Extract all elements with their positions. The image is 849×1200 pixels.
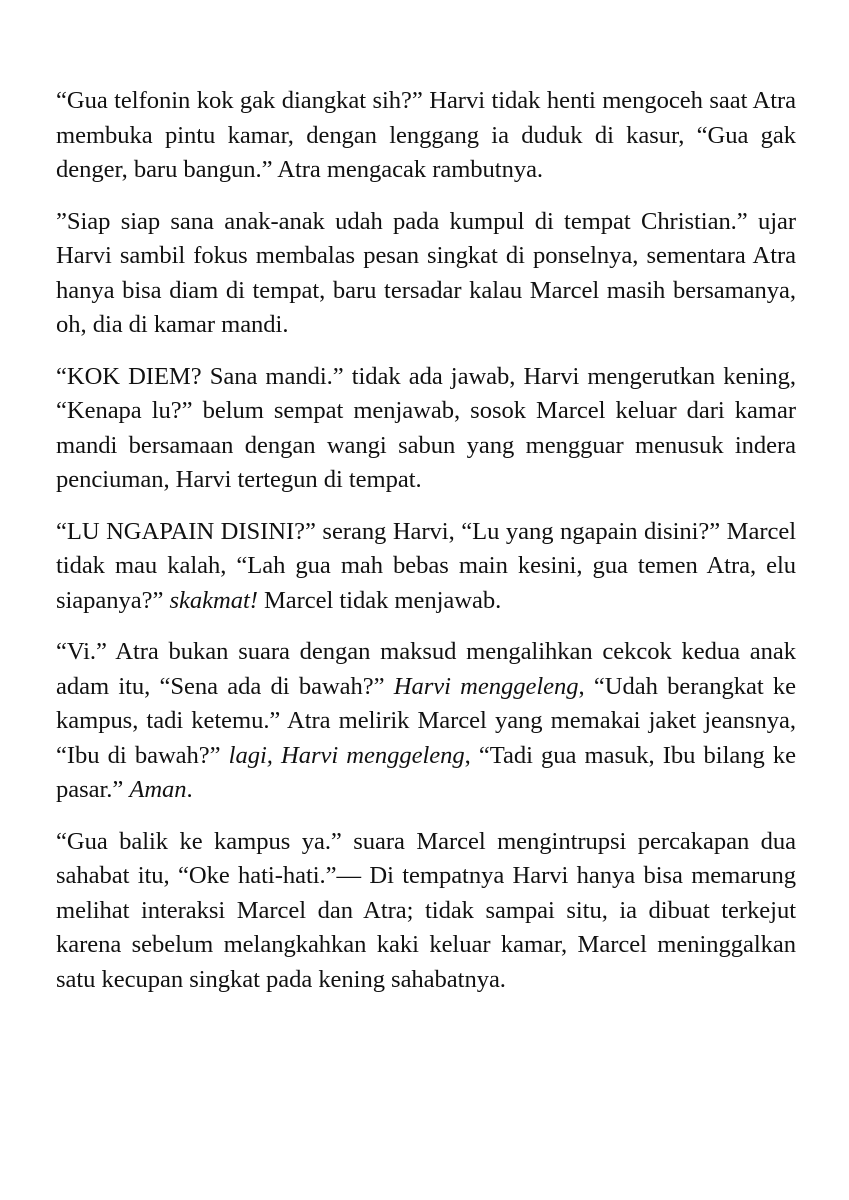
paragraph-text: . [186, 776, 193, 803]
paragraph-3 [56, 360, 796, 498]
paragraph-text: “LU NGAPAIN DISINI?” serang Harvi, “Lu yang ngapain disini?” Marcel tidak mau kalah, “Lah gua mah bebas main kesini, gua temen Atra, elu siapanya?” [56, 517, 796, 614]
paragraph-text: “Gua telfonin kok gak diangkat sih?” Harvi tidak henti mengoceh saat Atra membuka pintu kamar, dengan lenggang ia duduk di kasur, “Gua gak denger, baru bangun.” Atra mengacak rambutnya. [56, 87, 796, 183]
paragraph-text: , “Tadi gua masuk, Ibu bilang ke pasar.” [56, 741, 797, 803]
paragraph-6 [56, 825, 796, 998]
paragraph-text: “Vi.” Atra bukan suara dengan maksud mengalihkan cekcok kedua anak adam itu, “Sena ada di bawah?” [56, 638, 796, 700]
paragraph-text: “KOK DIEM? Sana mandi.” tidak ada jawab, Harvi mengerutkan kening, “Kenapa lu?” belum sempat menjawab, sosok Marcel keluar dari kamar mandi bersamaan dengan wangi sabun yang mengguar menusuk indera penciuman, Harvi tertegun di tempat. [56, 362, 796, 493]
paragraph-5 [56, 635, 796, 808]
paragraph-text: Marcel tidak menjawab. [257, 586, 502, 614]
paragraph-text: ”Siap siap sana anak-anak udah pada kumpul di tempat Christian.” ujar Harvi sambil fokus membalas pesan singkat di ponselnya, sementara Atra hanya bisa diam di tempat, baru tersadar kalau Marcel masih bersamanya, oh, dia di kamar mandi. [56, 207, 796, 338]
paragraph-4 [56, 515, 796, 619]
italic-text: lagi, Harvi menggeleng [228, 741, 465, 769]
paragraph-text: “Gua balik ke kampus ya.” suara Marcel mengintrupsi percakapan dua sahabat itu, “Oke hati-hati.”— Di tempatnya Harvi hanya bisa memarung melihat interaksi Marcel dan Atra; tidak sampai situ, ia dibuat terkejut karena sebelum melangkahkan kaki keluar kamar, Marcel meninggalkan satu kecupan singkat pada kening sahabatnya. [56, 827, 796, 993]
paragraph-text: , “Udah berangkat ke kampus, tadi ketemu.” Atra melirik Marcel yang memakai jaket jeansnya, “Ibu di bawah?” [56, 672, 796, 769]
paragraph-2 [56, 205, 796, 343]
italic-text: Aman [129, 776, 187, 803]
paragraph-1 [56, 84, 796, 188]
story-page [56, 84, 796, 997]
italic-text: skakmat! [169, 586, 258, 614]
italic-text: Harvi menggeleng [393, 672, 579, 700]
